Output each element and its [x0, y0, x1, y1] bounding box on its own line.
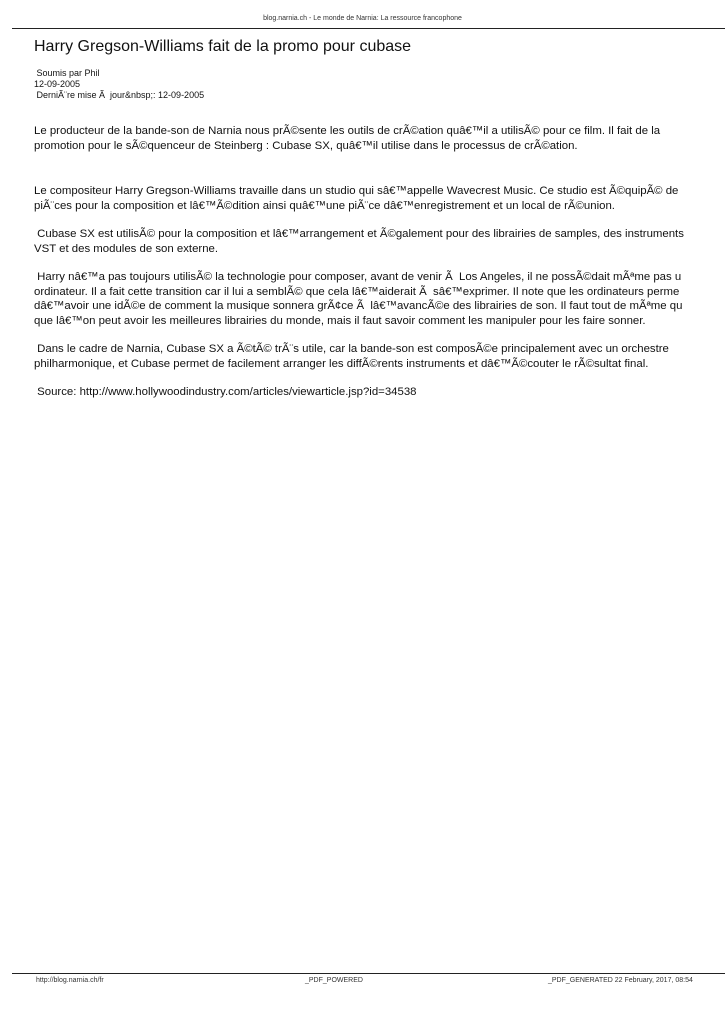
footer-generated: _PDF_GENERATED 22 February, 2017, 08:54 [548, 977, 693, 984]
paragraph-line: que lâ€™on peut avoir les meilleures librairies du monde, mais il faut savoir comment les manipuler pour les faire sonner. [34, 314, 646, 327]
article-meta [34, 68, 204, 101]
paragraph-line: Le producteur de la bande-son de Narnia nous prÃ©sente les outils de crÃ©ation quâ€™il a utilisÃ© pour ce film. Il fait de la [34, 125, 661, 137]
paragraph-line: philharmonique, et Cubase permet de facilement arranger les diffÃ©rents instruments et dâ€™Ã©couter le rÃ©sultat final. [34, 357, 649, 370]
source-link[interactable]: Source: http://www.hollywoodindustry.com/articles/viewarticle.jsp?id=34538 [34, 386, 417, 398]
paragraph-line: Harry nâ€™a pas toujours utilisÃ© la technologie pour composer, avant de venir Ã Los Angeles, il ne possÃ©dait mÃªme pas u [34, 271, 682, 283]
footer-url[interactable]: http://blog.narnia.ch/fr [36, 977, 104, 984]
paragraph-line: VST et des modules de son externe. [34, 242, 219, 255]
header-divider [12, 28, 725, 29]
paragraph-line: Dans le cadre de Narnia, Cubase SX a Ã©tÃ© trÃ¨s utile, car la bande-son est composÃ©e principalement avec un orchestre [34, 343, 669, 355]
paragraph-line: ordinateur. Il a fait cette transition car il lui a semblÃ© que cela lâ€™aiderait Ã sâ€™exprimer. Il note que les ordinateurs perme [34, 285, 680, 298]
article-body [34, 124, 725, 400]
meta-author: Soumis par Phil [34, 68, 100, 78]
footer-powered: _PDF_POWERED [305, 977, 363, 984]
meta-updated: DerniÃ¨re mise Ã jour&nbsp;: 12-09-2005 [34, 90, 205, 100]
paragraph-line: promotion pour le sÃ©quenceur de Steinberg : Cubase SX, quâ€™il utilise dans le processus de crÃ©ation. [34, 139, 578, 152]
meta-date: 12-09-2005 [34, 79, 81, 89]
footer-divider [12, 973, 725, 974]
paragraph-line: piÃ¨ces pour la composition et lâ€™Ã©dition ainsi quâ€™une piÃ¨ce dâ€™enregistrement et un local de rÃ©union. [34, 199, 615, 212]
article-title: Harry Gregson-Williams fait de la promo pour cubase [34, 38, 412, 55]
paragraph-line: Cubase SX est utilisÃ© pour la composition et lâ€™arrangement et Ã©galement pour des librairies de samples, des instruments [34, 228, 684, 240]
site-header: blog.narnia.ch - Le monde de Narnia: La ressource francophone [263, 15, 462, 22]
paragraph-line: Le compositeur Harry Gregson-Williams travaille dans un studio qui sâ€™appelle Wavecrest Music. Ce studio est Ã©quipÃ© de [34, 185, 679, 197]
paragraph-line: dâ€™avoir une idÃ©e de comment la musique sonnera grÃ¢ce Ã lâ€™avancÃ©e des librairies de son. Il faut tout de mÃªme qu [34, 300, 683, 312]
